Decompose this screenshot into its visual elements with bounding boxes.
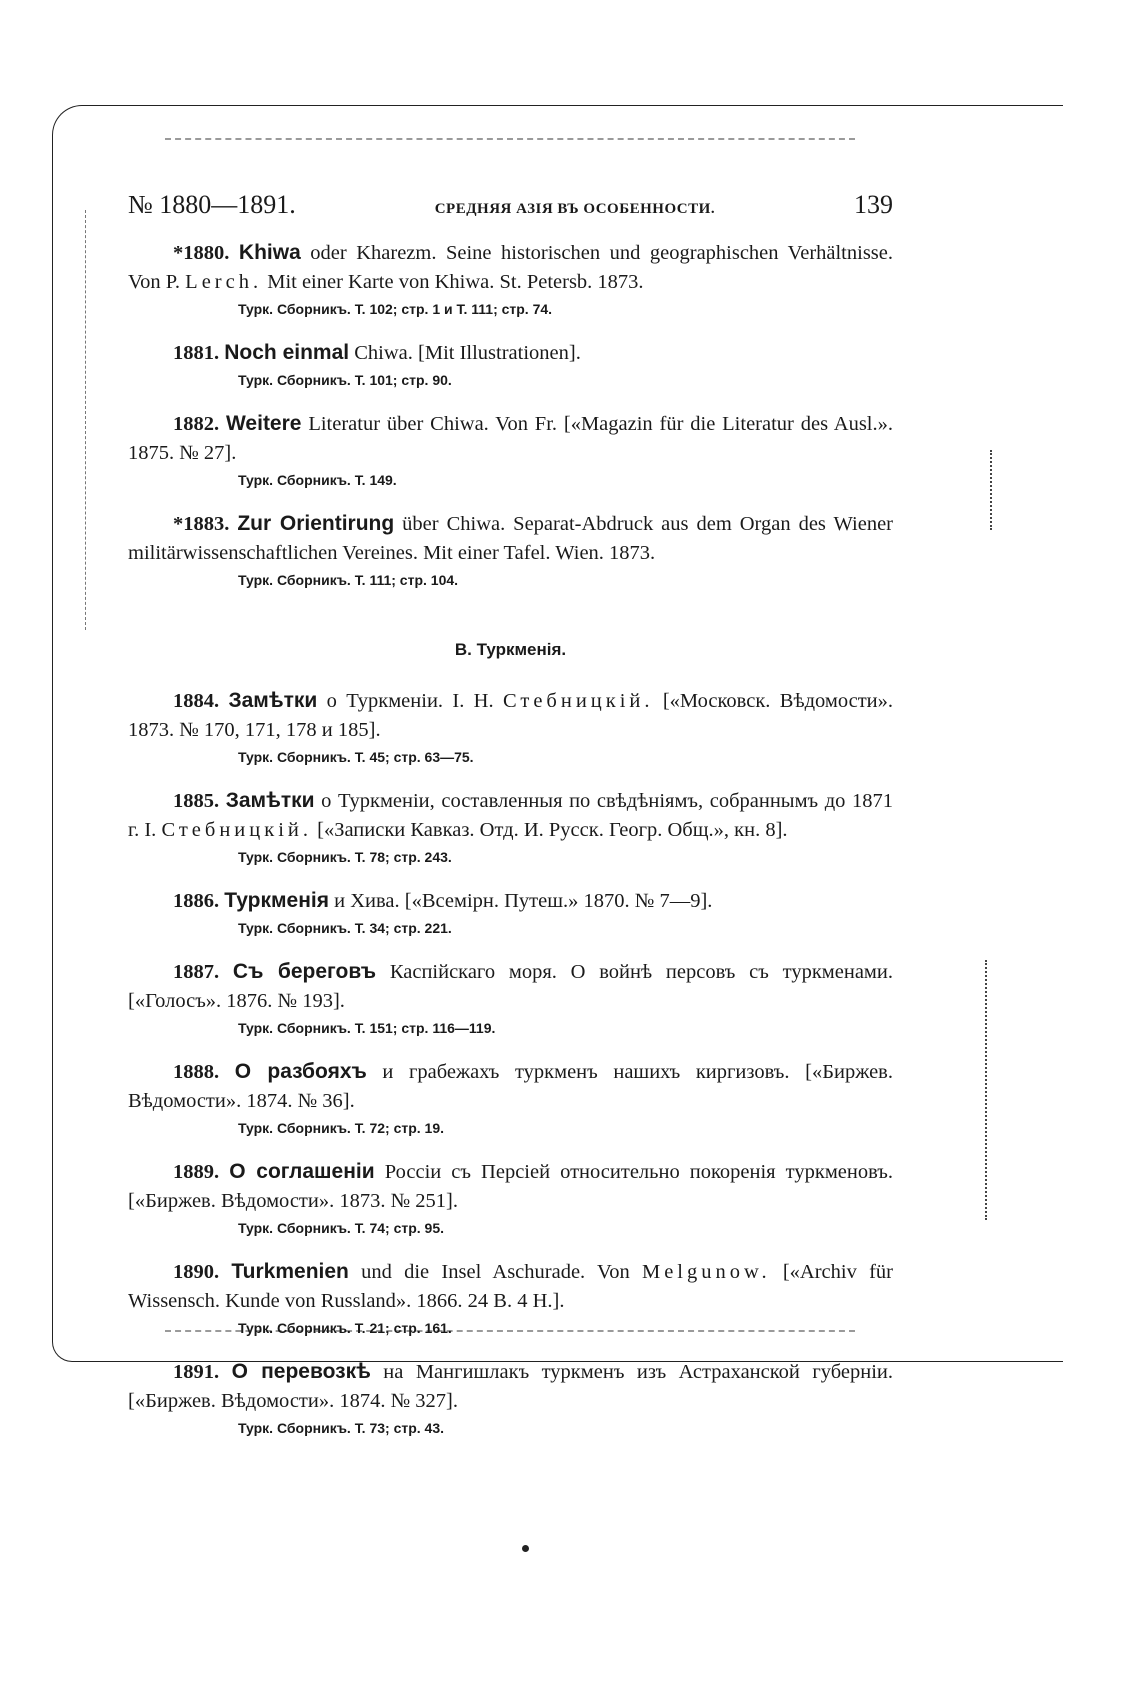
entry-source: Турк. Сборникъ. Т. 102; стр. 1 и Т. 111; стр. 74. bbox=[238, 301, 553, 317]
bibliography-entry bbox=[128, 686, 893, 767]
entry-number: 1888. bbox=[173, 1061, 220, 1083]
entry-author: Lerch. bbox=[185, 271, 263, 293]
entry-keyword: О разбояхъ bbox=[234, 1060, 367, 1083]
entry-keyword: О соглашеніи bbox=[229, 1160, 375, 1183]
entries-turkmenia bbox=[128, 686, 893, 1438]
entry-text bbox=[128, 1257, 893, 1316]
entry-body: на Мангишлакъ туркменъ изъ Астраханской губерніи. [«Биржев. Вѣдомости». 1874. № 327]. bbox=[128, 1361, 893, 1412]
running-title: СРЕДНЯЯ АЗІЯ ВЪ ОСОБЕННОСТИ. bbox=[434, 201, 716, 217]
entry-body: Каспійскаго моря. О войнѣ персовъ съ туркменами. [«Голосъ». 1876. № 193]. bbox=[128, 961, 893, 1012]
entry-source: Турк. Сборникъ. Т. 72; стр. 19. bbox=[238, 1120, 445, 1136]
entry-number: *1883. bbox=[173, 513, 230, 535]
entries-khiwa bbox=[128, 238, 893, 590]
entry-source: Турк. Сборникъ. Т. 45; стр. 63—75. bbox=[238, 749, 474, 765]
bottom-dot bbox=[522, 1545, 529, 1552]
entry-author: Стебницкій. bbox=[502, 690, 654, 712]
bibliography-entry bbox=[128, 509, 893, 590]
entry-source: Турк. Сборникъ. Т. 149. bbox=[238, 472, 397, 488]
entry-author: Melgunow. bbox=[641, 1261, 771, 1283]
entry-author: Стебницкій. bbox=[161, 819, 312, 841]
entry-text bbox=[128, 509, 893, 568]
entry-body: und die Insel Aschurade. Von bbox=[348, 1261, 642, 1283]
entry-keyword: О перевозкѣ bbox=[231, 1360, 371, 1383]
bibliography-entry bbox=[128, 238, 893, 319]
bibliography-entry bbox=[128, 1357, 893, 1438]
bibliography-entry bbox=[128, 409, 893, 490]
entry-body: Literatur über Chiwa. Von Fr. [«Magazin für die Literatur des Ausl.». 1875. № 27]. bbox=[128, 413, 893, 464]
entry-keyword: Turkmenien bbox=[231, 1260, 349, 1283]
entry-text bbox=[128, 886, 893, 916]
entry-keyword: Съ береговъ bbox=[232, 960, 377, 983]
entry-number: 1882. bbox=[173, 413, 220, 435]
entry-body: о Туркменіи, составленныя по свѣдѣніямъ, собраннымъ до 1871 г. І. bbox=[128, 790, 894, 841]
top-dash-rule bbox=[165, 138, 855, 140]
entry-body-cont: Mit einer Karte von Khiwa. St. Petersb. 1873. bbox=[262, 271, 644, 293]
entry-keyword: Туркменія bbox=[224, 889, 330, 912]
entry-keyword: Khiwa bbox=[238, 241, 301, 264]
page-content bbox=[128, 190, 893, 1457]
section-heading: В. Туркменія. bbox=[454, 640, 567, 659]
entry-body: über Chiwa. Separat-Abdruck aus dem Organ des Wiener militärwissenschaftlichen Vereines. Mit einer Tafel. Wien. 1873. bbox=[128, 513, 894, 564]
entry-keyword: Weitere bbox=[225, 412, 302, 435]
entry-source: Турк. Сборникъ. Т. 21; стр. 161. bbox=[238, 1320, 452, 1336]
entry-text bbox=[128, 786, 893, 845]
entry-body-cont: [«Записки Кавказ. Отд. И. Русск. Геогр. Общ.», кн. 8]. bbox=[312, 819, 788, 841]
entry-text bbox=[128, 957, 893, 1016]
page-number: 139 bbox=[853, 190, 893, 219]
entry-body: и Хива. [«Всеміpн. Путеш.» 1870. № 7—9]. bbox=[329, 890, 713, 912]
running-header bbox=[128, 190, 893, 220]
entry-range: № 1880—1891. bbox=[128, 190, 296, 219]
right-margin-marks bbox=[990, 450, 992, 530]
left-margin-marks bbox=[85, 210, 86, 630]
bibliography-entry bbox=[128, 1257, 893, 1338]
entry-text bbox=[128, 409, 893, 468]
right-margin-marks-lower bbox=[985, 960, 987, 1220]
bibliography-entry bbox=[128, 1057, 893, 1138]
entry-body: oder Kharezm. Seine historischen und geographischen Verhältnisse. Von P. bbox=[128, 242, 894, 293]
entry-text bbox=[128, 1157, 893, 1216]
bibliography-entry bbox=[128, 1157, 893, 1238]
entry-text bbox=[128, 686, 893, 745]
entry-source: Турк. Сборникъ. Т. 78; стр. 243. bbox=[238, 849, 452, 865]
entry-source: Турк. Сборникъ. Т. 74; стр. 95. bbox=[238, 1220, 445, 1236]
entry-body: о Туркменіи. І. Н. bbox=[317, 690, 503, 712]
entry-number: 1885. bbox=[173, 790, 220, 812]
entry-body: и грабежахъ туркменъ нашихъ киргизовъ. [«Биржев. Вѣдомости». 1874. № 36]. bbox=[128, 1061, 893, 1112]
entry-number: 1889. bbox=[173, 1161, 220, 1183]
entry-source: Турк. Сборникъ. Т. 151; стр. 116—119. bbox=[238, 1020, 496, 1036]
entry-number: *1880. bbox=[173, 242, 230, 264]
bibliography-entry bbox=[128, 886, 893, 938]
entry-source: Турк. Сборникъ. Т. 101; стр. 90. bbox=[238, 372, 452, 388]
entry-body-cont: [«Московск. Вѣдомости». 1873. № 170, 171, 178 и 185]. bbox=[128, 690, 893, 741]
entry-number: 1886. bbox=[173, 890, 220, 912]
entry-source: Турк. Сборникъ. Т. 34; стр. 221. bbox=[238, 920, 452, 936]
entry-number: 1884. bbox=[173, 690, 220, 712]
entry-body-cont: [«Archiv für Wissensch. Kunde von Russland». 1866. 24 B. 4 H.]. bbox=[128, 1261, 894, 1312]
entry-body: Россіи съ Персіей относительно покоренія туркменовъ. [«Биржев. Вѣдомости». 1873. № 251]. bbox=[128, 1161, 894, 1212]
entry-source: Турк. Сборникъ. Т. 73; стр. 43. bbox=[238, 1420, 445, 1436]
bibliography-entry bbox=[128, 338, 893, 390]
entry-keyword: Замѣтки bbox=[225, 789, 315, 812]
entry-text bbox=[128, 1357, 893, 1416]
entry-keyword: Замѣтки bbox=[228, 689, 318, 712]
entry-keyword: Noch einmal bbox=[224, 341, 350, 364]
entry-text bbox=[128, 338, 893, 368]
entry-text bbox=[128, 238, 893, 297]
entry-number: 1891. bbox=[173, 1361, 220, 1383]
entry-source: Турк. Сборникъ. Т. 111; стр. 104. bbox=[238, 572, 459, 588]
entry-body: Chiwa. [Mit Illustrationen]. bbox=[349, 342, 581, 364]
bibliography-entry bbox=[128, 957, 893, 1038]
bibliography-entry bbox=[128, 786, 893, 867]
entry-keyword: Zur Orientirung bbox=[237, 512, 395, 535]
entry-number: 1881. bbox=[173, 342, 220, 364]
entry-number: 1887. bbox=[173, 961, 220, 983]
entry-text bbox=[128, 1057, 893, 1116]
entry-number: 1890. bbox=[173, 1261, 220, 1283]
